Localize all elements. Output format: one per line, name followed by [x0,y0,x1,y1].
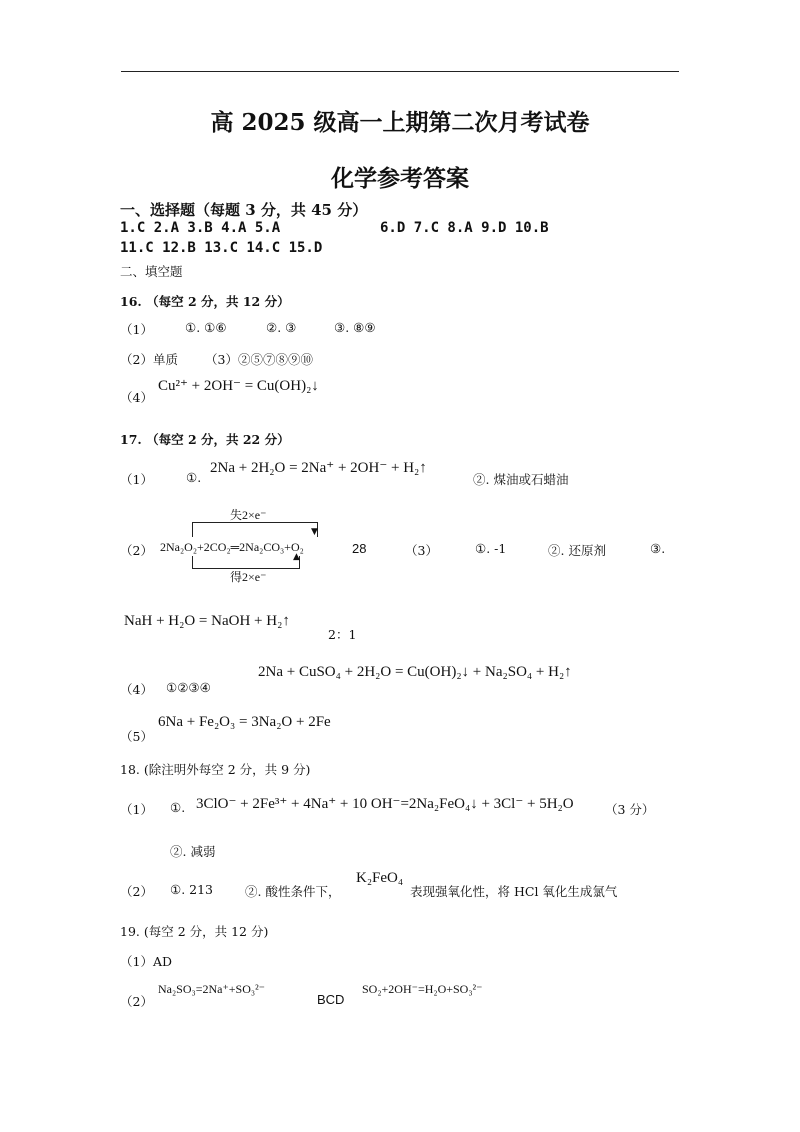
q19-answer-1: （1）AD [120,954,173,969]
q17-heading: 17. （每空 2 分，共 22 分） [120,432,290,447]
q17-equation-2: 2Na₂O₂+2CO₂═2Na₂CO₃+O₂ [160,540,304,554]
q17-line5-label: （5） [120,729,153,744]
q17-answer-4a: ①②③④ [166,680,211,695]
electron-lose-label: 失2×e⁻ [230,508,267,522]
part2-heading: 二、填空题 [120,264,183,279]
q18-answer-1b: ②. 减弱 [170,844,216,859]
q17-line2-label: （2） [120,543,153,558]
q16-heading: 16. （每空 2 分，共 12 分） [120,294,290,309]
q17-equation-4: 2Na + CuSO₄ + 2H₂O = Cu(OH)₂↓ + Na₂SO₄ + H₂↑ [258,664,572,680]
q17-answer-1a: ①. [186,470,202,485]
part1-heading: 一、选择题（每题 3 分，共 45 分） [120,201,368,219]
electron-gain-label: 得2×e⁻ [230,570,267,584]
q18-formula: K₂FeO₄ [356,870,404,886]
q17-answer-1b: ②. 煤油或石蜡油 [473,472,569,487]
q17-answer-2-value: 28 [352,541,367,556]
q17-answer-3-ratio: 2：1 [328,627,357,642]
q17-answer-3a: ①. -1 [475,541,507,556]
q16-line1-label: （1） [120,322,153,337]
q18-answer-1a: ①. [170,800,186,815]
q18-answer-2a: ①. 213 [170,882,214,897]
q16-answer-1a: ①. ①⑥ [185,320,227,335]
q19-heading: 19. (每空 2 分，共 12 分) [120,924,269,939]
q16-answer-2: （2）单质 [120,352,178,367]
part1-answers-row1a: 1.C 2.A 3.B 4.A 5.A [120,220,281,236]
lose-arrow-icon: ▼ [311,527,318,537]
lose-bracket [192,522,318,537]
q17-answer-3b: ②. 还原剂 [548,543,606,558]
q17-answer-3c: ③. [650,541,666,556]
q19-equation-2b: SO₂+2OH⁻=H₂O+SO₃²⁻ [362,982,483,996]
q17-equation-3: NaH + H₂O = NaOH + H₂↑ [124,613,290,629]
q19-answer-2-bcd: BCD [317,992,345,1007]
q18-answer-2b: ②. 酸性条件下， [245,884,341,899]
q18-answer-2c: 表现强氧化性，将 HCl 氧化生成氯气 [410,884,618,899]
q17-line3-label: （3） [405,543,438,558]
q18-line1-label: （1） [120,802,153,817]
q18-equation-1: 3ClO⁻ + 2Fe³⁺ + 4Na⁺ + 10 OH⁻=2Na₂FeO₄↓ + 3Cl⁻ + 5H₂O [196,796,574,812]
q17-line4-label: （4） [120,682,153,697]
q19-line2-label: （2） [120,994,153,1009]
q16-answer-1c: ③. ⑧⑨ [334,320,376,335]
q16-answer-1b: ②. ③ [266,320,297,335]
page-subtitle: 化学参考答案 [331,165,469,192]
part1-answers-row2: 11.C 12.B 13.C 14.C 15.D [120,240,323,256]
q17-equation-5: 6Na + Fe₂O₃ = 3Na₂O + 2Fe [158,714,331,730]
top-rule [121,71,679,72]
q18-line2-label: （2） [120,884,153,899]
q18-heading: 18. (除注明外每空 2 分，共 9 分) [120,762,311,777]
q16-equation-4: Cu²⁺ + 2OH⁻ = Cu(OH)₂↓ [158,378,319,394]
q17-line1-label: （1） [120,472,153,487]
q16-line4-label: （4） [120,390,153,405]
q16-answer-3: （3）②⑤⑦⑧⑨⑩ [205,352,313,367]
q17-equation-1: 2Na + 2H₂O = 2Na⁺ + 2OH⁻ + H₂↑ [210,460,427,476]
page-title: 高 2025 级高一上期第二次月考试卷 [210,109,590,136]
q18-answer-1-score: （3 分） [605,802,655,817]
part1-answers-row1b: 6.D 7.C 8.A 9.D 10.B [380,220,549,236]
q19-equation-2a: Na₂SO₃=2Na⁺+SO₃²⁻ [158,982,266,996]
gain-arrow-icon: ▲ [293,552,300,562]
